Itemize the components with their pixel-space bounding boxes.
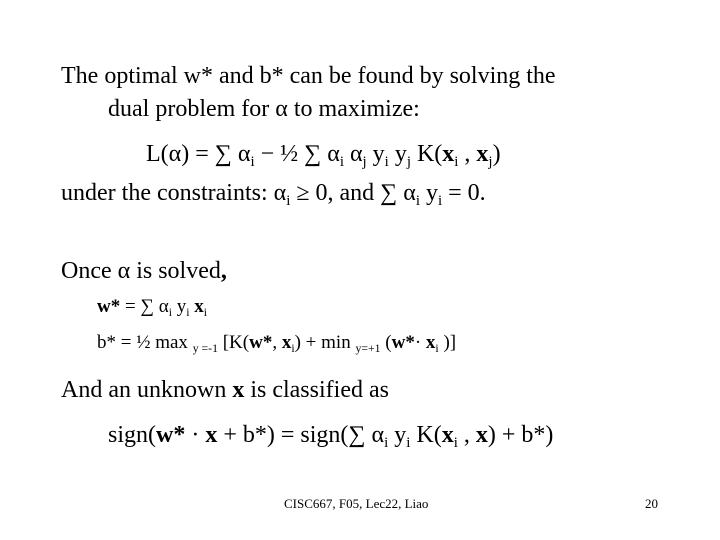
page-number: 20 bbox=[645, 496, 658, 511]
intro-line-2: dual problem for α to maximize: bbox=[108, 96, 420, 122]
unknown-classified-line: And an unknown x is classified as bbox=[61, 377, 389, 403]
b-star-equation: b* = ½ max $_{y =-1}$ [K(w*, $x_i) + \min _{y=+1}$ ($w*\cdot x_i$ )] bbox=[97, 332, 457, 355]
once-solved-line: Once α is solved, bbox=[61, 258, 227, 284]
w-star-equation: w* = ∑ $\alpha_i$ $y_i$ $x_i$ bbox=[97, 296, 208, 319]
intro-line-1: The optimal w* and b* can be found by solving the bbox=[61, 63, 556, 89]
lagrangian-equation: L(α) = ∑ $\alpha_i$ − ½ ∑ $\alpha_i$ $\alpha_j$ $y_i$ $y_j$ $K(x_i$ , $x_j$) bbox=[146, 141, 501, 170]
sign-equation: sign(w* · x + b*) = sign(∑ $\alpha_i$ $y_i$ $K(x_i$ , x) + b*) bbox=[108, 422, 554, 451]
footer-course-label: CISC667, F05, Lec22, Liao bbox=[284, 496, 429, 511]
constraints-line: under the constraints: $\alpha_i \ge 0$, and ∑ $\alpha_i$ $y_i = 0$. bbox=[61, 180, 486, 209]
